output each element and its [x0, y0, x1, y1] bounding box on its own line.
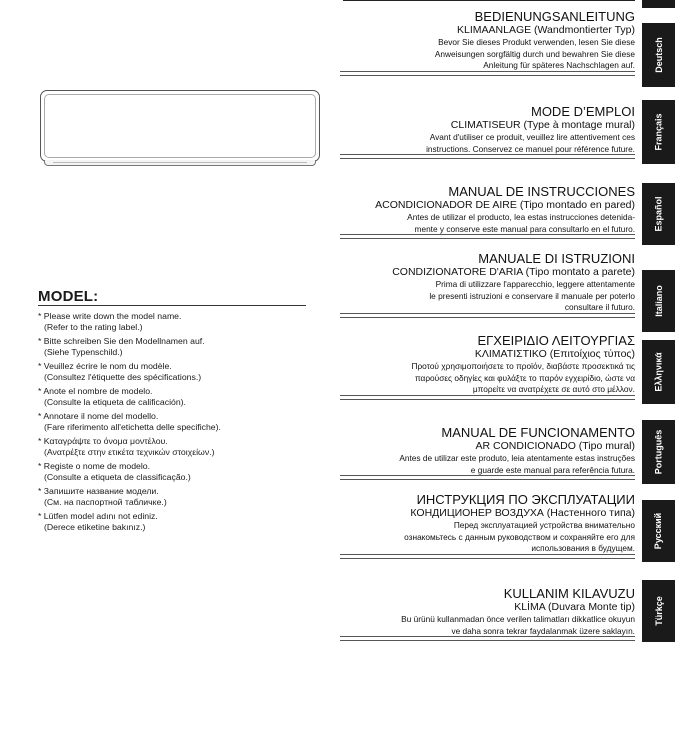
section-desc-line: Antes de utilizar el producto, lea estas instrucciones detenida- — [407, 212, 635, 222]
section-heading: BEDIENUNGSANLEITUNG — [474, 9, 635, 24]
section-desc-line: Bevor Sie dieses Produkt verwenden, lesen Sie diese — [438, 37, 635, 47]
section-russkiy — [340, 492, 635, 555]
section-heading: MANUALE DI ISTRUZIONI — [478, 251, 635, 266]
section-italiano — [340, 251, 635, 314]
tab-francais[interactable] — [642, 100, 675, 164]
tab-label: Français — [653, 113, 664, 151]
section-product: ACONDICIONADOR DE AIRE (Tipo montado en pared) — [375, 199, 635, 211]
section-desc-line: mente y conserve este manual para consultarlo en el futuro. — [414, 223, 635, 234]
model-instruction-note: (Fare riferimento all'etichetta delle specifiche). — [44, 421, 221, 432]
list-item — [38, 411, 318, 432]
section-desc-line: le presenti istruzioni e conservare il manuale per poterlo — [429, 290, 635, 301]
model-instruction: * Καταγράψτε το όνομα μοντέλου. — [38, 436, 168, 446]
model-instruction-note: (Siehe Typenschild.) — [44, 346, 123, 357]
air-conditioner-vent — [44, 160, 316, 166]
section-rule — [340, 554, 635, 559]
section-product: CONDIZIONATORE D'ARIA (Tipo montato a parete) — [392, 266, 635, 278]
section-rule — [340, 154, 635, 159]
section-desc-line: Anleitung für späteres Nachschlagen auf. — [483, 60, 635, 70]
section-desc-line: consultare il futuro. — [564, 302, 635, 312]
tab-espanol[interactable] — [642, 183, 675, 245]
tab-label: Italiano — [653, 285, 664, 317]
list-item — [38, 311, 318, 332]
model-instruction-note: (Refer to the rating label.) — [44, 321, 143, 332]
section-desc-line: Antes de utilizar este produto, leia atentamente estas instruções — [399, 453, 635, 463]
section-espanol — [340, 184, 635, 235]
section-deutsch — [340, 9, 635, 72]
section-turkce — [340, 586, 635, 637]
tab-top-stub — [642, 0, 675, 8]
tab-italiano[interactable] — [642, 270, 675, 332]
section-desc-line: Перед эксплуатацией устройства внимательно — [453, 520, 635, 530]
top-divider — [343, 0, 635, 1]
section-desc-line: Avant d'utiliser ce produit, veuillez lire attentivement ces — [429, 132, 635, 142]
section-heading: KULLANIM KILAVUZU — [503, 586, 635, 601]
model-instruction: * Lütfen model adını not ediniz. — [38, 511, 158, 521]
section-desc-line: Prima di utilizzare l'apparecchio, leggere attentamente — [435, 279, 635, 289]
list-item — [38, 461, 318, 482]
model-instruction: * Please write down the model name. — [38, 311, 182, 321]
model-instructions — [38, 311, 318, 536]
tab-label: Deutsch — [653, 37, 664, 73]
model-instruction-note: (Consulte la etiqueta de calificación). — [44, 396, 186, 407]
model-instruction-note: (Consulte a etiqueta de classificação.) — [44, 471, 191, 482]
section-heading: MANUAL DE INSTRUCCIONES — [448, 184, 635, 199]
section-desc-line: Bu ürünü kullanmadan önce verilen talimatları dikkatlice okuyun — [401, 614, 635, 624]
tab-label: Türkçe — [653, 596, 664, 626]
section-desc-line: παρούσες οδηγίες και φυλάξτε το παρόν εγχειρίδιο, ώστε να — [414, 372, 635, 383]
model-instruction-note: (Ανατρέξτε στην ετικέτα τεχνικών στοιχείων.) — [44, 446, 215, 457]
section-product: КОНДИЦИОНЕР ВОЗДУХА (Настенного типа) — [410, 507, 635, 519]
model-instruction: * Annotare il nome del modello. — [38, 411, 159, 421]
model-instruction: * Запишите название модели. — [38, 486, 159, 496]
list-item — [38, 436, 318, 457]
model-instruction-note: (См. на паспортной табличке.) — [44, 496, 167, 507]
tab-russkiy[interactable] — [642, 500, 675, 562]
section-portugues — [340, 425, 635, 476]
section-desc-line: e guarde este manual para referência futura. — [470, 464, 635, 475]
tab-label: Ελληνικά — [653, 352, 664, 392]
tab-ellinika[interactable] — [642, 340, 675, 404]
tab-turkce[interactable] — [642, 580, 675, 642]
model-instruction: * Bitte schreiben Sie den Modellnamen auf. — [38, 336, 205, 346]
tab-label: Español — [653, 196, 664, 232]
section-heading: ΕΓΧΕΙΡΙΔΙΟ ΛΕΙΤΟΥΡΓΙΑΣ — [477, 333, 635, 348]
section-rule — [340, 475, 635, 480]
section-desc-line: instructions. Conservez ce manuel pour référence future. — [426, 143, 635, 154]
section-desc-line: ve daha sonra tekrar faydalanmak üzere saklayın. — [451, 625, 635, 636]
model-instruction: * Registe o nome de modelo. — [38, 461, 151, 471]
section-rule — [340, 71, 635, 76]
list-item — [38, 336, 318, 357]
section-desc-line: Προτού χρησιμοποιήσετε το προϊόν, διαβάστε προσεκτικά τις — [411, 361, 635, 371]
section-desc-line: использования в будущем. — [531, 543, 635, 553]
air-conditioner-illustration — [40, 90, 320, 162]
section-desc-line: μπορείτε να ανατρέχετε σε αυτό στο μέλλον. — [472, 384, 635, 394]
model-write-in-line — [38, 305, 306, 306]
section-product: ΚΛΙΜΑΤΙΣΤΙΚΟ (Επιτοίχιος τύπος) — [474, 348, 635, 360]
section-rule — [340, 234, 635, 239]
tab-deutsch[interactable] — [642, 23, 675, 87]
section-rule — [340, 313, 635, 318]
section-desc-line: ознакомьтесь с данным руководством и сохраняйте его для — [404, 531, 635, 542]
section-rule — [340, 636, 635, 641]
section-francais — [340, 104, 635, 155]
model-title: MODEL: — [38, 288, 99, 305]
model-instruction: * Anote el nombre de modelo. — [38, 386, 153, 396]
model-instruction: * Veuillez écrire le nom du modèle. — [38, 361, 172, 371]
list-item — [38, 386, 318, 407]
section-rule — [340, 395, 635, 400]
section-heading: ИНСТРУКЦИЯ ПО ЭКСПЛУАТАЦИИ — [416, 492, 635, 507]
section-product: AR CONDICIONADO (Tipo mural) — [475, 440, 635, 452]
section-desc-line: Anweisungen sorgfältig durch und bewahren Sie diese — [434, 48, 635, 59]
tab-label: Русский — [653, 512, 664, 550]
tab-portugues[interactable] — [642, 420, 675, 484]
model-instruction-note: (Consultez l'étiquette des spécifications.) — [44, 371, 202, 382]
section-product: CLIMATISEUR (Type à montage mural) — [450, 119, 635, 131]
tab-label: Português — [653, 429, 664, 475]
section-product: KLIMAANLAGE (Wandmontierter Typ) — [457, 24, 635, 36]
list-item — [38, 486, 318, 507]
section-product: KLİMA (Duvara Monte tip) — [514, 601, 635, 613]
section-ellinika — [340, 333, 635, 396]
list-item — [38, 511, 318, 532]
section-heading: MODE D’EMPLOI — [530, 104, 635, 119]
model-instruction-note: (Derece etiketine bakınız.) — [44, 521, 146, 532]
list-item — [38, 361, 318, 382]
section-heading: MANUAL DE FUNCIONAMENTO — [441, 425, 635, 440]
